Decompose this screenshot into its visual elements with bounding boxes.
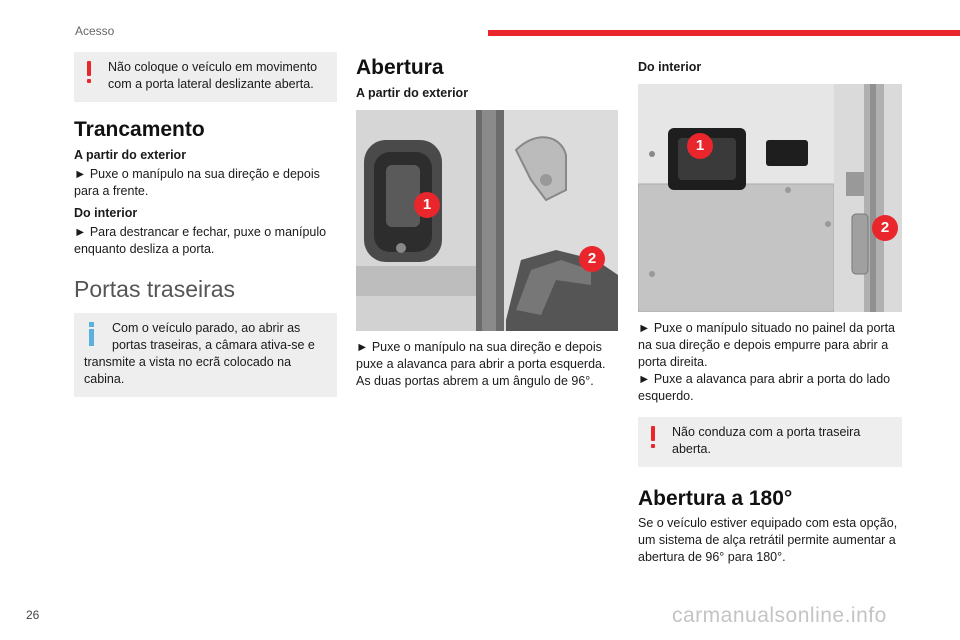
- callout-badge-1: 1: [414, 192, 440, 218]
- page-number: 26: [26, 608, 40, 622]
- subheading-exterior: A partir do exterior: [74, 148, 187, 162]
- caption-interior-2: ► Puxe a alavanca para abrir a porta do lado esquerdo.: [638, 372, 891, 403]
- warning-icon: [86, 61, 92, 85]
- text-interior: ► Para destrancar e fechar, puxe o manípulo enquanto desliza a porta.: [74, 225, 327, 256]
- subheading-interior: Do interior: [638, 60, 702, 74]
- illustration-interior-handle: [638, 84, 902, 312]
- column-right: [638, 52, 902, 566]
- section-title: Acesso: [75, 24, 115, 38]
- caption-interior-1: ► Puxe o manípulo situado no painel da porta na sua direção e depois empurre para abrir a porta direita.: [638, 321, 895, 369]
- info-text: Com o veículo parado, ao abrir as portas traseiras, a câmara ativa-se e transmite a vista no ecrã colocado na cabina.: [84, 321, 315, 386]
- subheading-interior: Do interior: [74, 206, 138, 220]
- info-callout-camera: [74, 313, 337, 397]
- callout-badge-2: 2: [872, 215, 898, 241]
- heading-portas-traseiras: Portas traseiras: [74, 276, 236, 302]
- column-middle: [356, 52, 618, 390]
- subheading-exterior: A partir do exterior: [356, 86, 469, 100]
- warning-icon: [650, 426, 656, 450]
- warning-text: Não conduza com a porta traseira aberta.: [672, 425, 861, 456]
- heading-abertura: Abertura: [356, 56, 444, 79]
- caption-exterior: ► Puxe o manípulo na sua direção e depois puxe a alavanca para abrir a porta esquerda. As duas portas abrem a um ângulo de 96°.: [356, 340, 606, 388]
- heading-trancamento: Trancamento: [74, 118, 205, 141]
- photo-interior-handle: [638, 84, 902, 312]
- watermark: carmanualsonline.info: [672, 604, 887, 627]
- warning-callout-traseira: [638, 417, 902, 467]
- header-accent-bar: [488, 30, 960, 36]
- photo-exterior-handle: [356, 110, 618, 331]
- warning-text: Não coloque o veículo em movimento com a porta lateral deslizante aberta.: [108, 60, 318, 91]
- column-left: [74, 52, 337, 397]
- text-abertura-180: Se o veículo estiver equipado com esta opção, um sistema de alça retrátil permite aumentar a abertura de 96° para 180°.: [638, 516, 898, 564]
- heading-abertura-180: Abertura a 180°: [638, 487, 793, 510]
- warning-callout-lateral: [74, 52, 337, 102]
- info-icon: [88, 322, 98, 346]
- callout-badge-1: 1: [687, 133, 713, 159]
- callout-badge-2: 2: [579, 246, 605, 272]
- text-exterior: ► Puxe o manípulo na sua direção e depois para a frente.: [74, 167, 320, 198]
- illustration-exterior-handle: [356, 110, 618, 331]
